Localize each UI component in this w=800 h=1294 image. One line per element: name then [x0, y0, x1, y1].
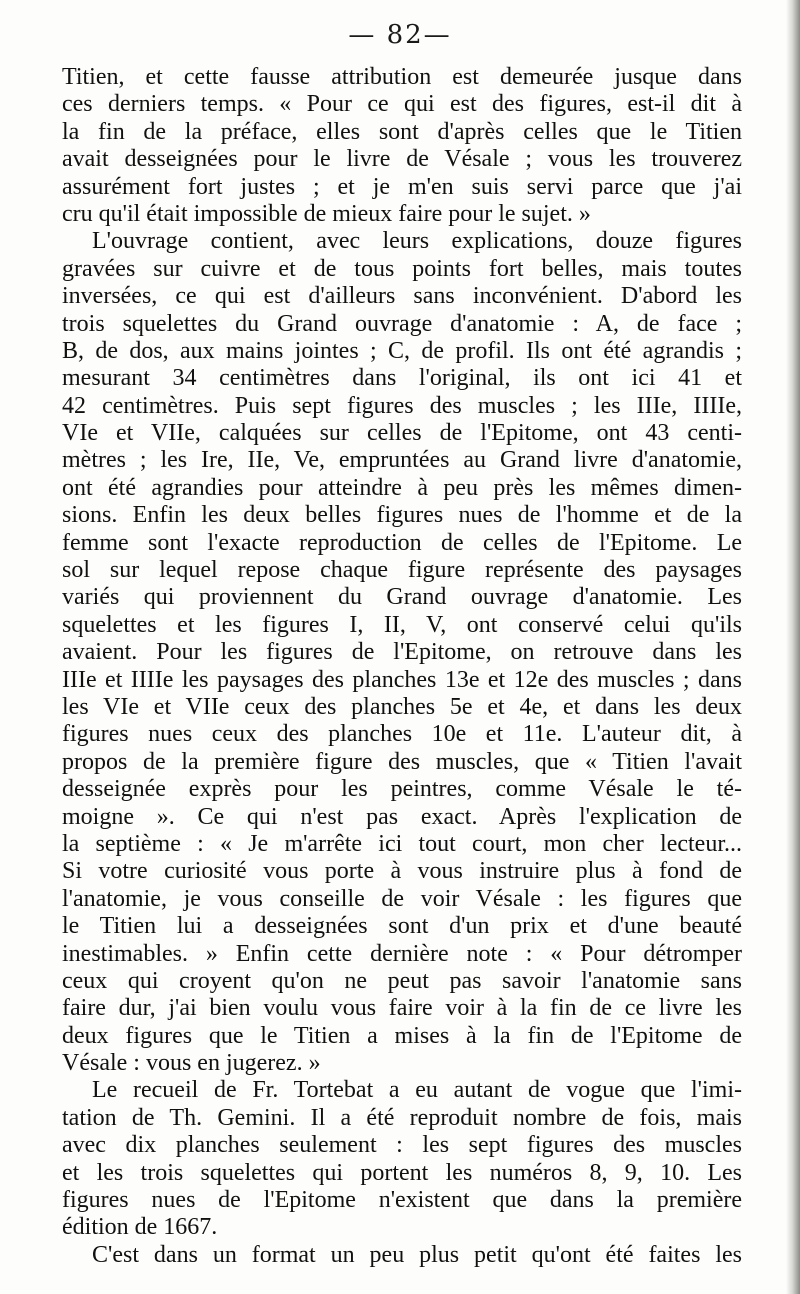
text-line: la septième : « Je m'arrête ici tout court, mon cher lecteur... — [62, 830, 742, 857]
text-line: sol sur lequel repose chaque figure représente des paysages — [62, 557, 742, 584]
text-line: la fin de la préface, elles sont d'après celles que le Titien — [62, 118, 742, 145]
text-line: le Titien lui a desseignées sont d'un prix et d'une beauté — [62, 913, 742, 940]
text-line: femme sont l'exacte reproduction de celles de l'Epitome. Le — [62, 529, 742, 556]
text-line: B, de dos, aux mains jointes ; C, de profil. Ils ont été agrandis ; — [62, 337, 742, 364]
text-line: desseignée exprès pour les peintres, comme Vésale le té- — [62, 776, 742, 803]
text-line: figures nues ceux des planches 10e et 11e. L'auteur dit, à — [62, 721, 742, 748]
text-line: ceux qui croyent qu'on ne peut pas savoir l'anatomie sans — [62, 967, 742, 994]
text-line: ont été agrandies pour atteindre à peu près les mêmes dimen- — [62, 474, 742, 501]
text-line: cru qu'il était impossible de mieux faire pour le sujet. » — [62, 200, 591, 227]
text-line: propos de la première figure des muscles, que « Titien l'avait — [62, 748, 742, 775]
text-line: et les trois squelettes qui portent les numéros 8, 9, 10. Les — [62, 1159, 742, 1186]
text-line: édition de 1667. — [62, 1214, 218, 1241]
text-line: avaient. Pour les figures de l'Epitome, on retrouve dans les — [62, 639, 742, 666]
text-line: mesurant 34 centimètres dans l'original, ils ont ici 41 et — [62, 365, 742, 392]
text-line: avec dix planches seulement : les sept figures des muscles — [62, 1132, 742, 1159]
text-line: les VIe et VIIe ceux des planches 5e et 4e, et dans les deux — [62, 693, 742, 720]
paragraph-start-line: C'est dans un format un peu plus petit qu'ont été faites les — [92, 1241, 742, 1268]
text-line: VIe et VIIe, calquées sur celles de l'Epitome, ont 43 centi- — [62, 420, 742, 447]
text-line: squelettes et les figures I, II, V, ont conservé celui qu'ils — [62, 611, 742, 638]
page-number: — 82— — [348, 20, 452, 50]
text-line: avait desseignées pour le livre de Vésale ; vous les trouverez — [62, 146, 742, 173]
text-line: sions. Enfin les deux belles figures nues de l'homme et de la — [62, 502, 742, 529]
text-line: inversées, ce qui est d'ailleurs sans inconvénient. D'abord les — [62, 283, 742, 310]
text-line: 42 centimètres. Puis sept figures des muscles ; les IIIe, IIIIe, — [62, 392, 742, 419]
text-line: faire dur, j'ai bien voulu vous faire voir à la fin de ce livre les — [62, 995, 742, 1022]
paragraph-start-line: L'ouvrage contient, avec leurs explications, douze figures — [92, 228, 742, 255]
text-line: inestimables. » Enfin cette dernière note : « Pour détromper — [62, 940, 742, 967]
text-line: tation de Th. Gemini. Il a été reproduit nombre de fois, mais — [62, 1104, 742, 1131]
text-line: variés qui proviennent du Grand ouvrage d'anatomie. Les — [62, 584, 742, 611]
text-line: gravées sur cuivre et de tous points fort belles, mais toutes — [62, 255, 742, 282]
text-line: l'anatomie, je vous conseille de voir Vésale : les figures que — [62, 885, 742, 912]
text-line: Si votre curiosité vous porte à vous instruire plus à fond de — [62, 858, 742, 885]
text-line: trois squelettes du Grand ouvrage d'anatomie : A, de face ; — [62, 310, 742, 337]
text-line: Vésale : vous en jugerez. » — [62, 1050, 321, 1077]
page-edge-shadow — [786, 0, 800, 1294]
paragraph-start-line: Le recueil de Fr. Tortebat a eu autant de vogue que l'imi- — [92, 1077, 742, 1104]
text-line: Titien, et cette fausse attribution est demeurée jusque dans — [62, 64, 742, 90]
text-line: deux figures que le Titien a mises à la fin de l'Epitome de — [62, 1022, 742, 1049]
text-line: assurément fort justes ; et je m'en suis servi parce que j'ai — [62, 173, 742, 200]
text-line: moigne ». Ce qui n'est pas exact. Après l'explication de — [62, 803, 742, 830]
text-line: figures nues de l'Epitome n'existent que dans la première — [62, 1187, 742, 1214]
text-line: IIIe et IIIIe les paysages des planches 13e et 12e des muscles ; dans — [62, 666, 742, 693]
text-line: mètres ; les Ire, IIe, Ve, empruntées au Grand livre d'anatomie, — [62, 447, 742, 474]
body-text — [62, 64, 742, 1269]
text-line: ces derniers temps. « Pour ce qui est des figures, est-il dit à — [62, 91, 742, 118]
